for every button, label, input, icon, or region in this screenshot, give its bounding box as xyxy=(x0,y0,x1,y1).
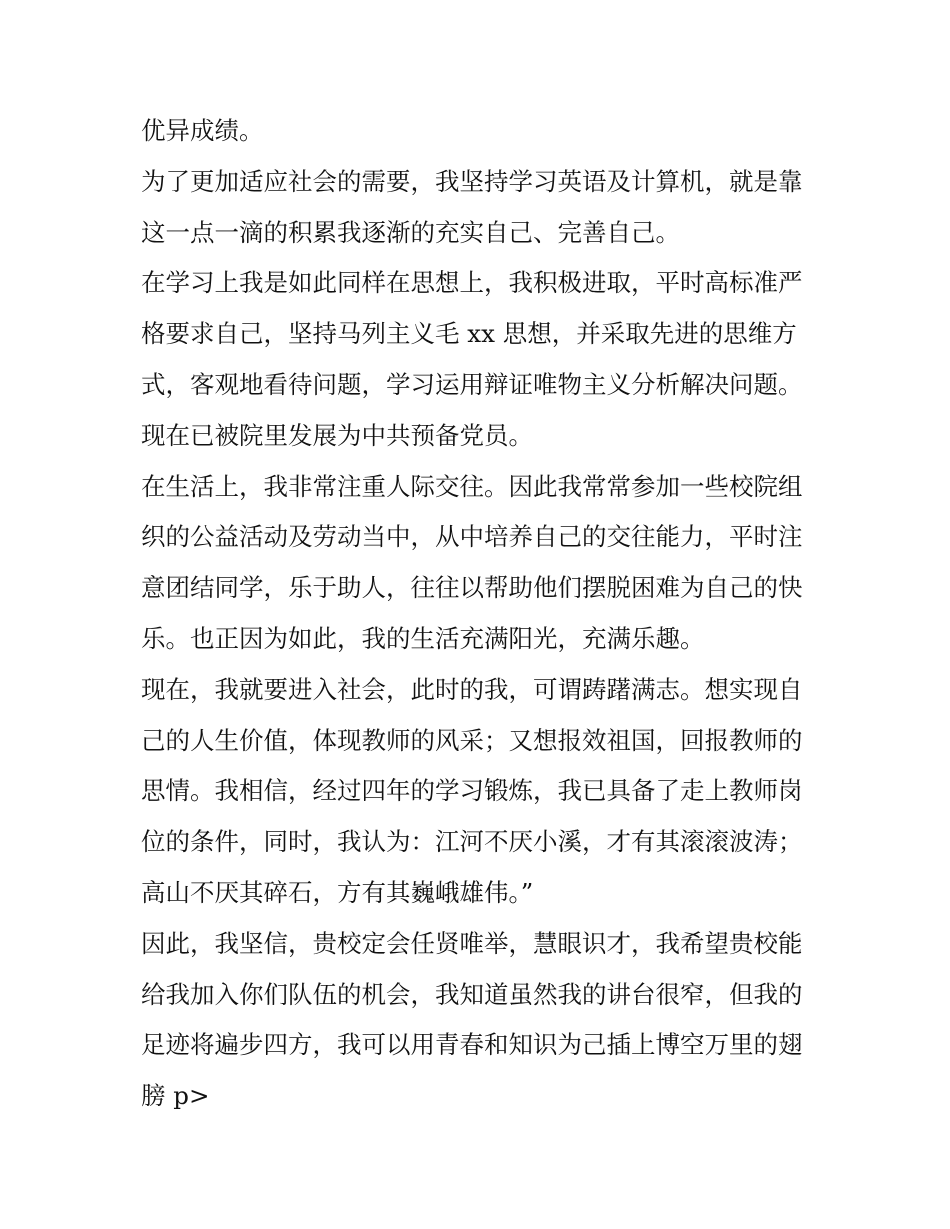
text-line: 给我加入你们队伍的机会，我知道虽然我的讲台很窄，但我的 xyxy=(141,979,803,1009)
text-line: 式，客观地看待问题，学习运用辩证唯物主义分析解决问题。 xyxy=(141,369,803,399)
text-line: 这一点一滴的积累我逐渐的充实自己、完善自己。 xyxy=(141,217,680,247)
text-line: 乐。也正因为如此，我的生活充满阳光，充满乐趣。 xyxy=(141,623,705,653)
text-line: 在生活上，我非常注重人际交往。因此我常常参加一些校院组 xyxy=(141,471,803,501)
text-line: 膀 p> xyxy=(141,1081,210,1111)
text-line: 织的公益活动及劳动当中，从中培养自己的交往能力，平时注 xyxy=(141,522,803,552)
body-text xyxy=(141,106,821,1122)
text-line: 因此，我坚信，贵校定会任贤唯举，慧眼识才，我希望贵校能 xyxy=(141,928,803,958)
text-line: 现在，我就要进入社会，此时的我，可谓踌躇满志。想实现自 xyxy=(141,674,803,704)
text-line: 己的人生价值，体现教师的风采；又想报效祖国，回报教师的 xyxy=(141,725,803,755)
text-line: 现在已被院里发展为中共预备党员。 xyxy=(141,420,533,450)
text-line: 优异成绩。 xyxy=(141,116,264,145)
text-line: 格要求自己，坚持马列主义毛 xx 思想，并采取先进的思维方 xyxy=(141,319,797,349)
text-line: 位的条件，同时，我认为：江河不厌小溪，才有其滚滚波涛； xyxy=(141,827,803,857)
text-line: 在学习上我是如此同样在思想上，我积极进取，平时高标准严 xyxy=(141,268,803,298)
text-line: 思情。我相信，经过四年的学习锻炼，我已具备了走上教师岗 xyxy=(141,776,803,806)
text-line: 足迹将遍步四方，我可以用青春和知识为己插上博空万里的翅 xyxy=(141,1030,803,1060)
text-line: 意团结同学，乐于助人，往往以帮助他们摆脱困难为自己的快 xyxy=(141,573,803,603)
text-line: 为了更加适应社会的需要，我坚持学习英语及计算机，就是靠 xyxy=(141,166,803,196)
text-line: 高山不厌其碎石，方有其巍峨雄伟。” xyxy=(141,877,534,907)
